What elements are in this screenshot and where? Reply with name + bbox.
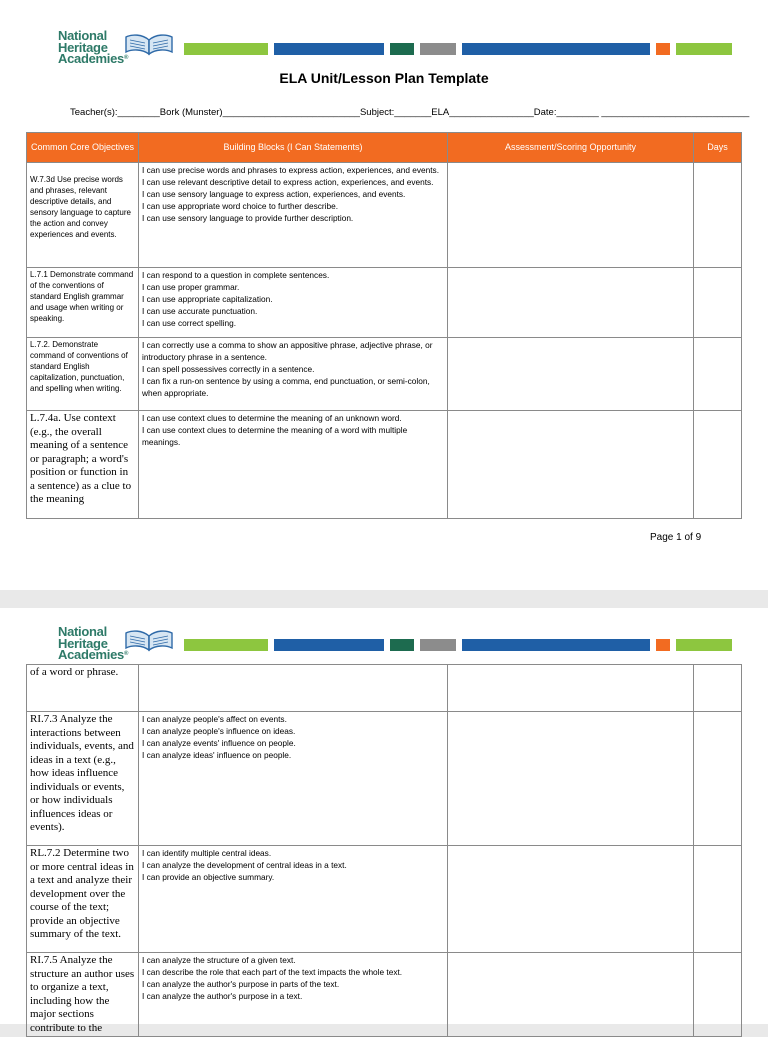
logo-line-2: Heritage	[58, 39, 108, 55]
i-can-statement: I can use proper grammar.	[142, 282, 240, 292]
assessment-cell	[448, 411, 694, 519]
assessment-cell	[448, 665, 694, 712]
logo-line-2: Heritage	[58, 635, 108, 651]
days-cell	[694, 665, 742, 712]
page-number: Page 1 of 9	[650, 532, 702, 543]
i-can-statement: I can analyze ideas' influence on people.	[142, 750, 292, 760]
logo-text	[58, 626, 128, 661]
objective-cell	[27, 411, 139, 519]
table-row	[27, 712, 742, 846]
brand-bar-green-2	[676, 43, 732, 55]
i-can-statement: I can analyze people's affect on events.	[142, 714, 287, 724]
logo-line-3	[58, 649, 128, 661]
i-can-statement: I can use context clues to determine the meaning of an unknown word.	[142, 413, 402, 423]
objective-cell	[27, 268, 139, 338]
logo-registered-mark: ®	[123, 651, 129, 657]
table-row	[27, 268, 742, 338]
i-can-statement: I can analyze events' influence on people.	[142, 738, 296, 748]
table-row	[27, 411, 742, 519]
days-cell	[694, 846, 742, 953]
days-cell	[694, 411, 742, 519]
objective-text: RL.7.2 Determine two or more central ideas in a text and analyze their development over the course of the text; provide an objective summary of the text.	[30, 847, 134, 940]
lesson-plan-table-continued	[26, 664, 742, 1037]
brand-bar-orange	[656, 43, 670, 55]
lesson-plan-table	[26, 132, 742, 519]
header-days: Days	[694, 133, 742, 163]
logo-line-3-text: Academies	[58, 647, 124, 662]
brand-bar-green	[184, 43, 268, 55]
logo-line-1: National	[58, 624, 107, 639]
brand-bar-green	[184, 639, 268, 651]
i-can-statement: I can fix a run-on sentence by using a comma, end punctuation, or semi-colon, when appropriate.	[142, 376, 430, 398]
objective-text: L.7.1 Demonstrate command of the conventions of standard English grammar and usage when writing or speaking.	[30, 270, 134, 323]
document-page-2	[0, 608, 768, 1034]
i-can-statement: I can respond to a question in complete sentences.	[142, 270, 330, 280]
header-objectives: Common Core Objectives	[27, 133, 139, 163]
brand-bar-blue-2	[462, 639, 650, 651]
objective-text: W.7.3d Use precise words and phrases, relevant descriptive details, and sensory language to capture the action and convey experiences and events.	[30, 175, 131, 239]
table-row	[27, 665, 742, 712]
assessment-cell	[448, 163, 694, 268]
i-can-statement: I can use sensory language to provide further description.	[142, 213, 354, 223]
logo-registered-mark: ®	[123, 55, 129, 61]
objective-cell	[27, 846, 139, 953]
brand-bar-gray	[420, 639, 456, 651]
i-can-statement: I can use relevant descriptive detail to express action, experiences, and events.	[142, 177, 434, 187]
i-can-statement: I can analyze the author's purpose in parts of the text.	[142, 979, 340, 989]
assessment-cell	[448, 712, 694, 846]
objective-text: L.7.4a. Use context (e.g., the overall meaning of a sentence or paragraph; a word's position or function in a sentence) as a clue to the meaning	[30, 412, 132, 505]
statements-cell	[139, 953, 448, 1037]
brand-bar-blue	[274, 639, 384, 651]
statements-cell	[139, 712, 448, 846]
brand-bar-gray	[420, 43, 456, 55]
brand-bar-blue	[274, 43, 384, 55]
i-can-statement: I can analyze people's influence on ideas.	[142, 726, 296, 736]
brand-bar-orange	[656, 639, 670, 651]
i-can-statement: I can use appropriate capitalization.	[142, 294, 273, 304]
objective-cell	[27, 338, 139, 411]
i-can-statement: I can analyze the author's purpose in a text.	[142, 991, 303, 1001]
days-cell	[694, 953, 742, 1037]
i-can-statement: I can analyze the structure of a given text.	[142, 955, 296, 965]
objective-text: RI.7.3 Analyze the interactions between individuals, events, and ideas in a text (e.g., how ideas influence individuals or events, or how individuals influences ideas or events).	[30, 713, 134, 833]
nha-logo	[40, 626, 175, 668]
table-row	[27, 338, 742, 411]
objective-cell	[27, 665, 139, 712]
i-can-statement: I can describe the role that each part of the text impacts the whole text.	[142, 967, 403, 977]
assessment-cell	[448, 268, 694, 338]
brand-bar-dark-green	[390, 43, 414, 55]
i-can-statement: I can correctly use a comma to show an appositive phrase, adjective phrase, or introductory phrase in a sentence.	[142, 340, 433, 362]
objective-cell	[27, 953, 139, 1037]
brand-bar-blue-2	[462, 43, 650, 55]
i-can-statement: I can use sensory language to express action, experiences, and events.	[142, 189, 406, 199]
logo-line-3-text: Academies	[58, 51, 124, 66]
days-cell	[694, 268, 742, 338]
i-can-statement: I can use precise words and phrases to express action, experiences, and events.	[142, 165, 440, 175]
i-can-statement: I can spell possessives correctly in a sentence.	[142, 364, 315, 374]
assessment-cell	[448, 953, 694, 1037]
statements-cell	[139, 665, 448, 712]
header-assessment: Assessment/Scoring Opportunity	[448, 133, 694, 163]
open-book-icon	[124, 32, 174, 58]
i-can-statement: I can identify multiple central ideas.	[142, 848, 272, 858]
brand-bar-green-2	[676, 639, 732, 651]
statements-cell	[139, 163, 448, 268]
i-can-statement: I can provide an objective summary.	[142, 872, 275, 882]
teacher-line: Teacher(s):________Bork (Munster)__________________________Subject:_______ELA________________Date:________ ____________________________	[70, 107, 750, 118]
brand-color-bars	[184, 639, 732, 651]
logo-text	[58, 30, 128, 65]
brand-bar-dark-green	[390, 639, 414, 651]
statements-cell	[139, 846, 448, 953]
document-title: ELA Unit/Lesson Plan Template	[279, 70, 489, 86]
objective-text: L.7.2. Demonstrate command of conventions of standard English capitalization, punctuation, and spelling when writing.	[30, 340, 128, 393]
brand-color-bars	[184, 43, 732, 55]
table-row	[27, 163, 742, 268]
i-can-statement: I can use correct spelling.	[142, 318, 237, 328]
i-can-statement: I can use context clues to determine the meaning of a word with multiple meanings.	[142, 425, 408, 447]
table-header-row	[27, 133, 742, 163]
objective-text: RI.7.5 Analyze the structure an author uses to organize a text, including how the major sections contribute to the	[30, 954, 135, 1034]
days-cell	[694, 712, 742, 846]
statements-cell	[139, 338, 448, 411]
table-row	[27, 846, 742, 953]
logo-line-3	[58, 53, 128, 65]
days-cell	[694, 163, 742, 268]
i-can-statement: I can use accurate punctuation.	[142, 306, 258, 316]
objective-text: of a word or phrase.	[30, 666, 119, 678]
assessment-cell	[448, 846, 694, 953]
nha-logo	[40, 30, 175, 72]
i-can-statement: I can analyze the development of central ideas in a text.	[142, 860, 347, 870]
objective-cell	[27, 712, 139, 846]
header-building-blocks: Building Blocks (I Can Statements)	[139, 133, 448, 163]
table-row	[27, 953, 742, 1037]
statements-cell	[139, 268, 448, 338]
objective-cell	[27, 163, 139, 268]
i-can-statement: I can use appropriate word choice to further describe.	[142, 201, 339, 211]
open-book-icon	[124, 628, 174, 654]
assessment-cell	[448, 338, 694, 411]
days-cell	[694, 338, 742, 411]
statements-cell	[139, 411, 448, 519]
logo-line-1: National	[58, 28, 107, 43]
